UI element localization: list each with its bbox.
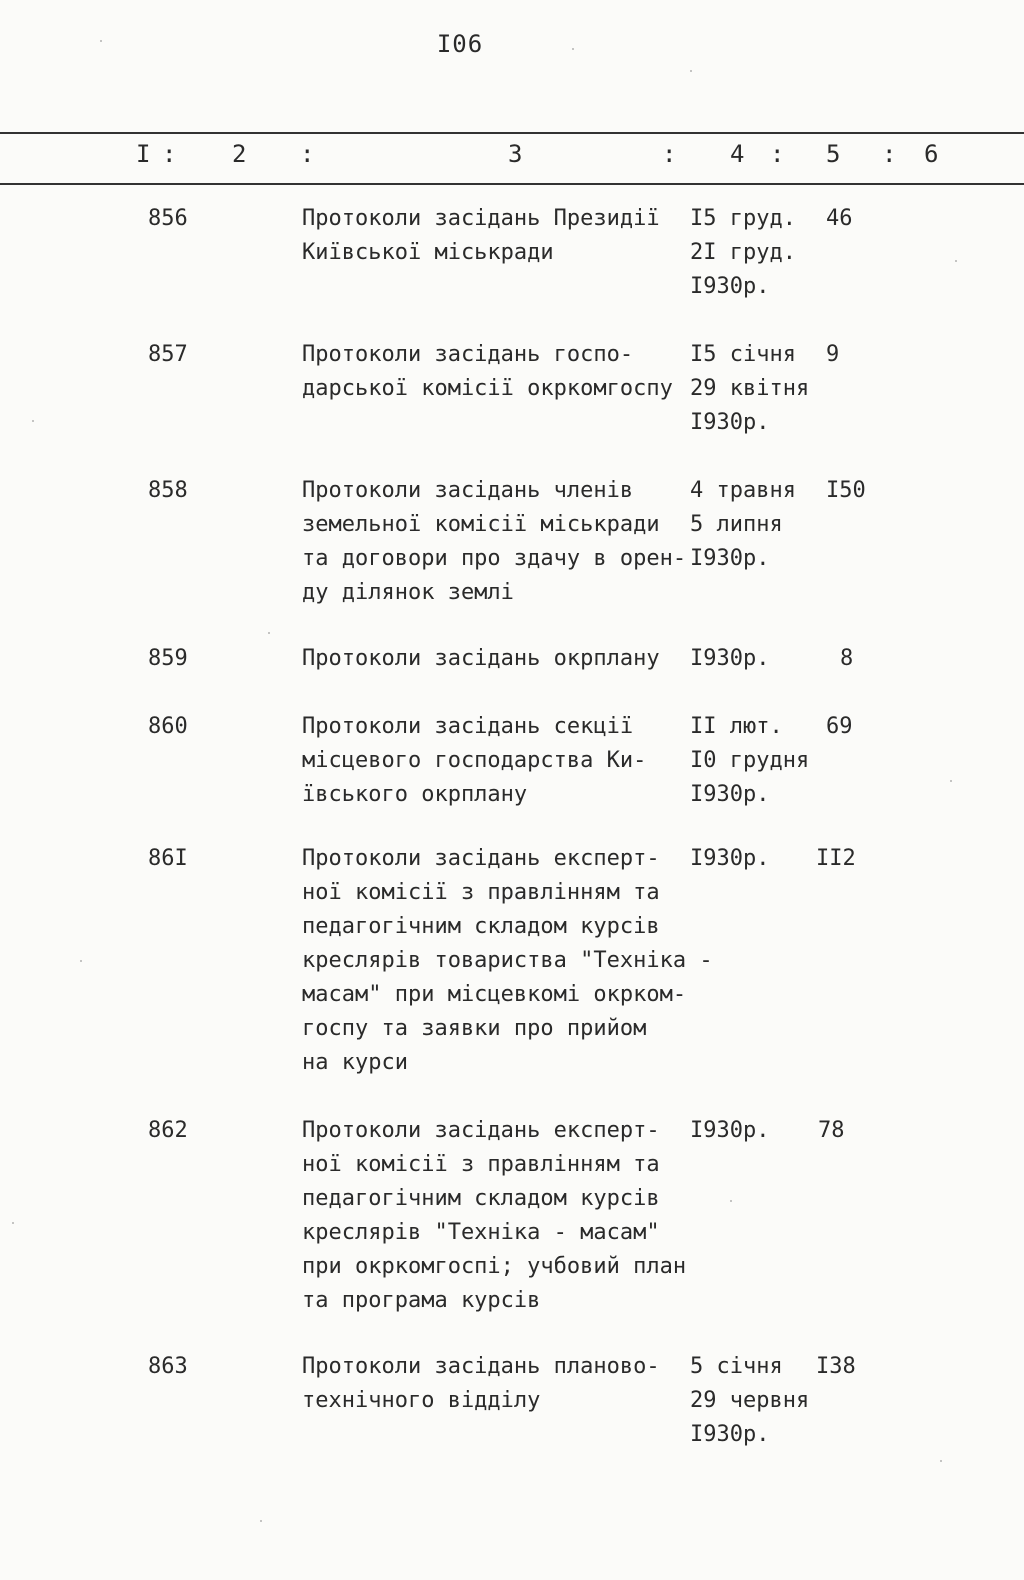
item-dates: I930р. xyxy=(690,1118,770,1143)
item-sheet-count: 8 xyxy=(840,646,854,671)
column-separator: : xyxy=(300,140,315,168)
item-sheet-count: 69 xyxy=(826,714,853,739)
item-sheet-count: 9 xyxy=(826,342,840,367)
column-header-4: 4 xyxy=(730,140,745,168)
item-sheet-count: 78 xyxy=(818,1118,845,1143)
column-header-5: 5 xyxy=(826,140,841,168)
column-separator: : xyxy=(882,140,897,168)
item-sheet-count: I50 xyxy=(826,478,866,503)
item-dates: II лют. I0 грудня I930р. xyxy=(690,714,810,807)
item-sheet-count: 46 xyxy=(826,206,853,231)
item-title: Протоколи засідань членів земельної комісії міськради та договори про здачу в орен- ду ділянок землі xyxy=(302,478,687,605)
item-dates: I5 січня 29 квітня I930р. xyxy=(690,342,810,435)
column-header-1: I xyxy=(136,140,151,168)
column-separator: : xyxy=(770,140,785,168)
item-dates: I930р. xyxy=(690,846,770,871)
item-number: 858 xyxy=(148,478,188,503)
item-number: 86I xyxy=(148,846,188,871)
item-number: 856 xyxy=(148,206,188,231)
column-separator: : xyxy=(662,140,677,168)
item-dates: I5 груд. 2I груд. I930р. xyxy=(690,206,796,299)
column-header-3: 3 xyxy=(508,140,523,168)
column-header-6: 6 xyxy=(924,140,939,168)
item-dates: 5 січня 29 червня I930р. xyxy=(690,1354,810,1447)
item-title: Протоколи засідань експерт- ної комісії з правлінням та педагогічним складом курсів креслярів товариства "Техніка - масам" при місцевкомі окрком- госпу та заявки про прийом на курси xyxy=(302,846,713,1075)
item-sheet-count: I38 xyxy=(816,1354,856,1379)
item-number: 860 xyxy=(148,714,188,739)
item-sheet-count: II2 xyxy=(816,846,856,871)
column-separator: : xyxy=(162,140,177,168)
item-number: 857 xyxy=(148,342,188,367)
item-number: 863 xyxy=(148,1354,188,1379)
page-number: I06 xyxy=(436,30,484,58)
item-number: 862 xyxy=(148,1118,188,1143)
item-title: Протоколи засідань секції місцевого господарства Ки- ївського окрплану xyxy=(302,714,647,807)
column-header-2: 2 xyxy=(232,140,247,168)
item-dates: 4 травня 5 липня I930р. xyxy=(690,478,796,571)
item-title: Протоколи засідань Президії Київської міськради xyxy=(302,206,660,265)
item-title: Протоколи засідань окрплану xyxy=(302,646,660,671)
item-number: 859 xyxy=(148,646,188,671)
item-dates: I930р. xyxy=(690,646,770,671)
item-title: Протоколи засідань планово- технічного відділу xyxy=(302,1354,660,1413)
item-title: Протоколи засідань госпо- дарської комісії окркомгоспу xyxy=(302,342,673,401)
item-title: Протоколи засідань експерт- ної комісії з правлінням та педагогічним складом курсів креслярів "Техніка - масам" при окркомгоспі; учбовий план та програма курсів xyxy=(302,1118,687,1313)
